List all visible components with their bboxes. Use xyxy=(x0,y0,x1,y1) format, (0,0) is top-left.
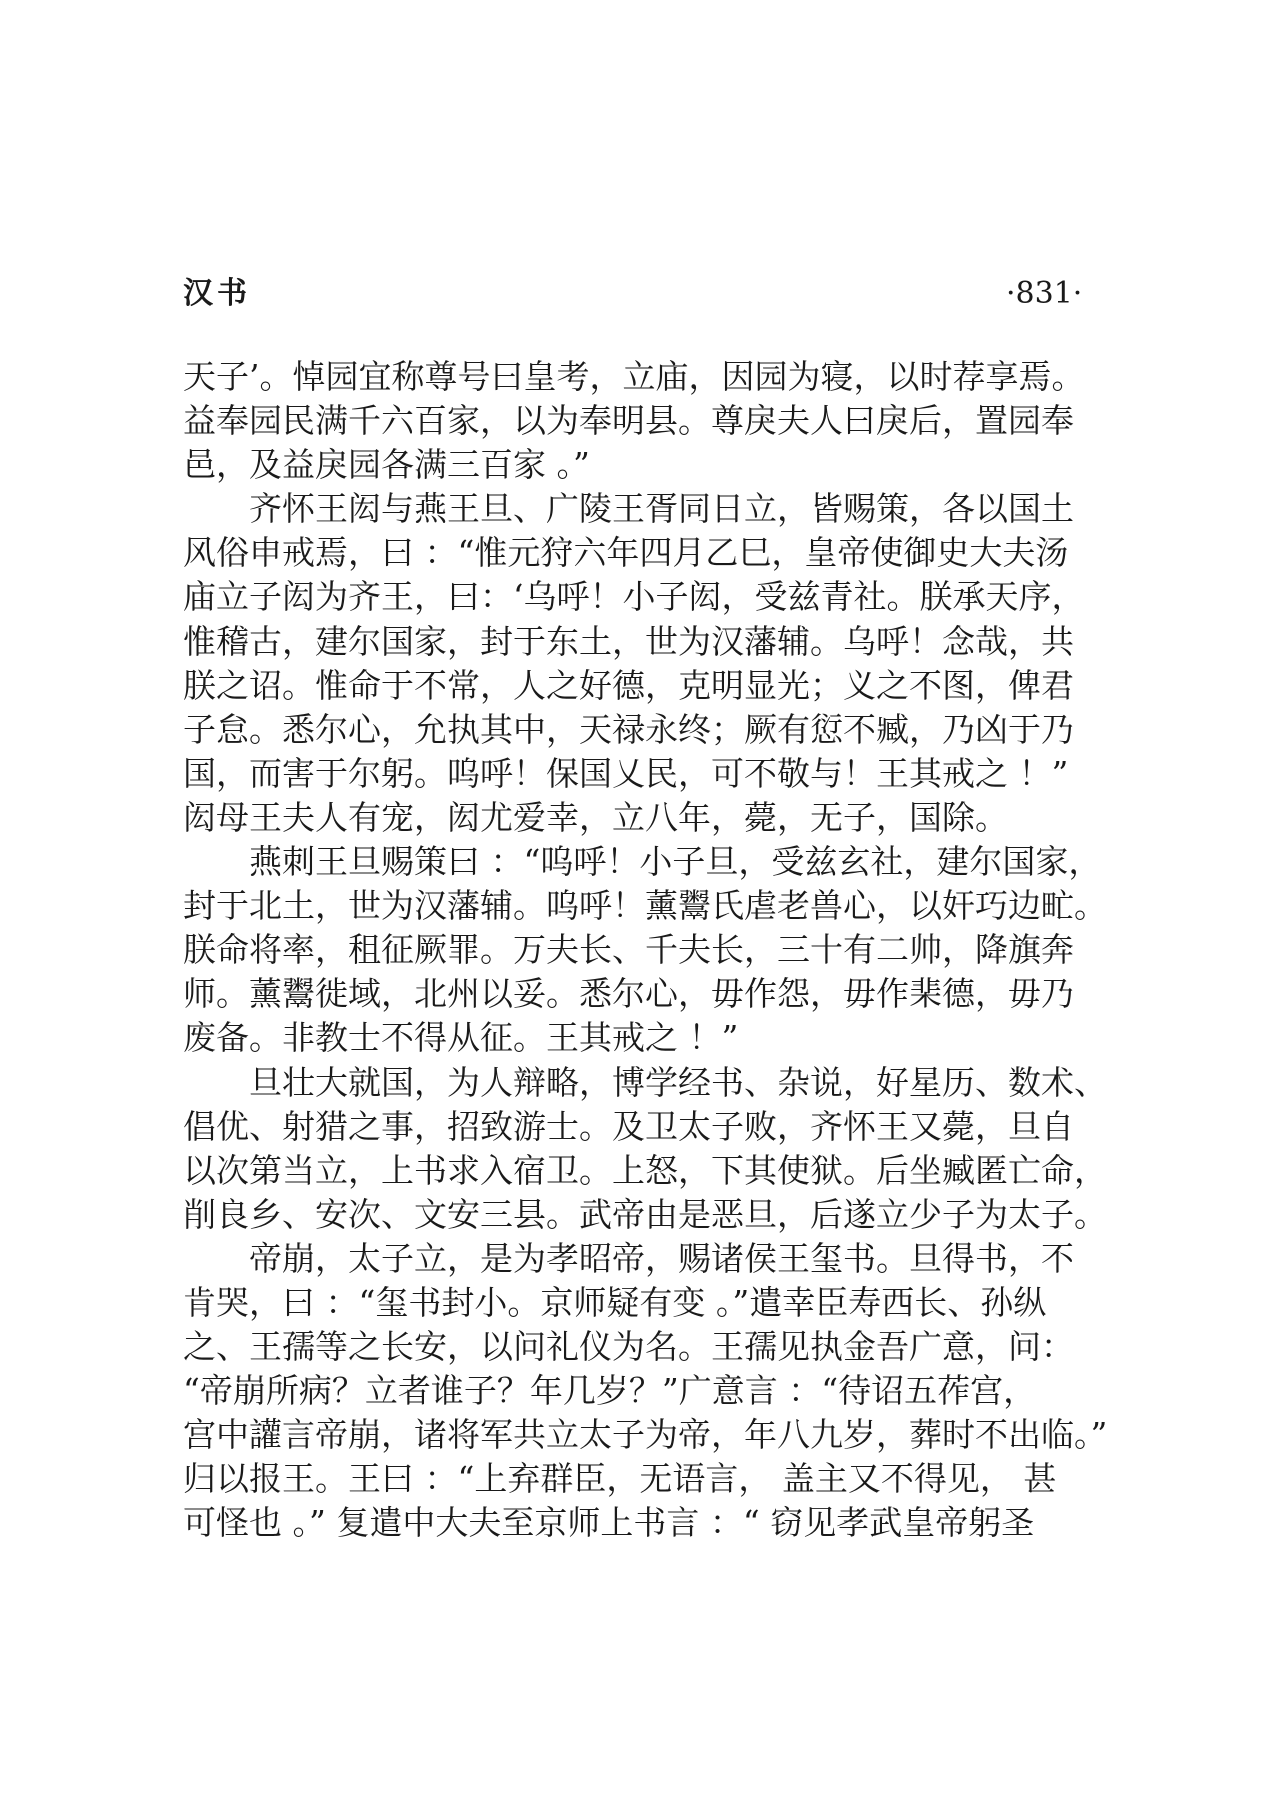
text-line: 封于北土，世为汉藩辅。呜呼！薰鬻氏虐老兽心，以奸巧边甿。 xyxy=(183,886,1107,926)
text-line: 齐怀王闳与燕王旦、广陵王胥同日立，皆赐策，各以国土 xyxy=(183,489,1074,529)
text-line: 朕之诏。惟命于不常，人之好德，克明显光；义之不图，俾君 xyxy=(183,665,1074,705)
text-line: 倡优、射猎之事，招致游士。及卫太子败，齐怀王又薨，旦自 xyxy=(183,1106,1074,1146)
text-line: 燕刺王旦赐策曰 ：“呜呼！小子旦，受兹玄社，建尔国家， xyxy=(183,842,1102,882)
text-line: 以次第当立，上书求入宿卫。上怒，下其使狱。后坐臧匿亡命， xyxy=(183,1150,1107,1190)
text-line: 可怪也 。” 复遣中大夫至京师上书言 ：“ 窃见孝武皇帝躬圣 xyxy=(183,1503,1035,1543)
page-number: ·831· xyxy=(1006,276,1083,311)
book-title: 汉书 xyxy=(183,276,251,311)
text-line: 惟稽古，建尔国家，封于东土，世为汉藩辅。乌呼！念哉，共 xyxy=(183,621,1074,661)
text-line: 之、王孺等之长安，以问礼仪为名。王孺见执金吾广意，问： xyxy=(183,1327,1074,1367)
text-line: 废备。非教士不得从征。王其戒之 ！” xyxy=(183,1018,739,1058)
text-line: 风俗申戒焉，曰 ：“惟元狩六年四月乙巳，皇帝使御史大夫汤 xyxy=(183,533,1069,573)
text-line: 朕命将率，租征厥罪。万夫长、千夫长，三十有二帅，降旗奔 xyxy=(183,930,1074,970)
text-line: 益奉园民满千六百家，以为奉明县。尊戾夫人曰戾后，置园奉 xyxy=(183,401,1074,441)
body-text xyxy=(183,355,1108,1546)
text-line: 旦壮大就国，为人辩略，博学经书、杂说，好星历、数术、 xyxy=(183,1062,1107,1102)
text-line: 宫中讙言帝崩，诸将军共立太子为帝，年八九岁，葬时不出临。” xyxy=(183,1415,1108,1455)
text-line: 邑，及益戾园各满三百家 。” xyxy=(183,445,590,485)
text-line: 削良乡、安次、文安三县。武帝由是恶旦，后遂立少子为太子。 xyxy=(183,1194,1107,1234)
text-line: 师。薰鬻徙域，北州以妥。悉尔心，毋作怨，毋作棐德，毋乃 xyxy=(183,974,1074,1014)
text-line: 子怠。悉尔心，允执其中，天禄永终；厥有愆不臧，乃凶于乃 xyxy=(183,709,1074,749)
text-line: “帝崩所病？立者谁子？年几岁？”广意言 ：“待诏五莋宫， xyxy=(183,1371,1037,1411)
text-line: 闳母王夫人有宠，闳尤爱幸，立八年，薨，无子，国除。 xyxy=(183,797,1008,837)
text-line: 帝崩，太子立，是为孝昭帝，赐诸侯王玺书。旦得书，不 xyxy=(183,1238,1074,1278)
text-line: 肯哭，曰 ：“玺书封小。京师疑有变 。”遣幸臣寿西长、孙纵 xyxy=(183,1282,1047,1322)
text-line: 国，而害于尔躬。呜呼！保国乂民，可不敬与！王其戒之 ！” xyxy=(183,753,1069,793)
text-line: 天子’。悼园宜称尊号曰皇考，立庙，因园为寝，以时荐享焉。 xyxy=(183,357,1085,396)
text-line: 庙立子闳为齐王，曰：‘乌呼！小子闳，受兹青社。朕承天序， xyxy=(183,577,1085,617)
text-line: 归以报王。王曰 ：“上弃群臣，无语言， 盖主又不得见， 甚 xyxy=(183,1459,1057,1499)
